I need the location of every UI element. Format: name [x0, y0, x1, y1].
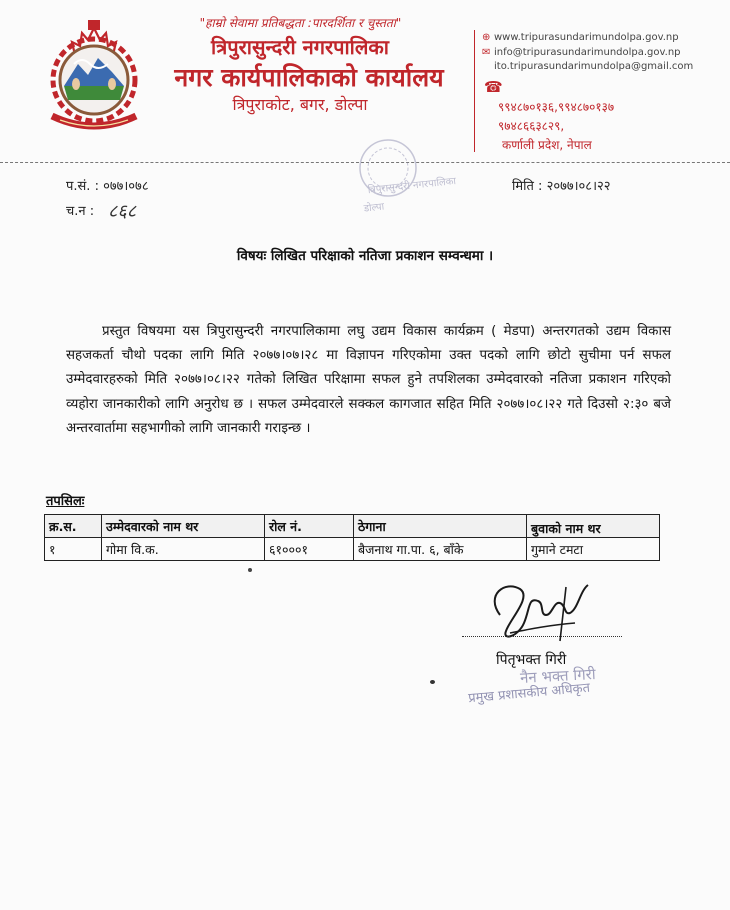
date-label: मिति : — [512, 179, 543, 194]
globe-icon: ⊕ — [482, 32, 491, 43]
phone-numbers-2: ९७४८६६३८२९, — [498, 119, 565, 133]
email-link-info[interactable]: info@tripurasundarimundolpa.gov.np — [494, 47, 681, 58]
province-label: कर्णाली प्रदेश, नेपाल — [502, 138, 592, 152]
dispatch-label: च.न : — [66, 204, 95, 219]
office-name: नगर कार्यपालिकाको कार्यालय — [174, 63, 444, 92]
website-line — [482, 32, 679, 43]
office-address: त्रिपुराकोट, बगर, डोल्पा — [232, 95, 368, 114]
seal-title: प्रमुख प्रशासकीय अधिकृत — [467, 680, 591, 707]
body-text: प्रस्तुत विषयमा यस त्रिपुरासुन्दरी नगरपालिकामा लघु उद्यम विकास कार्यक्रम ( मेडपा) अन्तरगतको उद्यम विकास सहजकर्ता चौथो पदका लागि मिति २०७७।०७।२८ मा विज्ञापन गरिएकोमा उक्त पदको लागि छोटो सुचीमा पर्न सफल उम्मेदवारहरुको मिति २०७७।०८।२२ गतेको लिखित परिक्षामा सफल हुने तपशिलका उम्मेदवारको नतिजा प्रकाशन गरिएको व्यहोरा जानकारीको लागि अनुरोध छ । सफल उम्मेदवारले सक्कल कागजात सहित मिति २०७७।०८।२२ गते दिउसो २:३० बजे अन्तरवार्तामा सहभागीको लागि जानकारी गराइन्छ । — [66, 324, 671, 436]
signature-line — [462, 636, 622, 637]
results-table — [44, 514, 660, 561]
table-title: तपसिलः — [46, 494, 85, 509]
reference-number — [66, 176, 149, 194]
stamp-text-1: त्रिपुरासुन्दरी नगरपालिका — [367, 176, 457, 197]
ink-speck — [248, 568, 252, 572]
signer-name: पितृभक्त गिरी — [496, 652, 567, 668]
signature — [480, 575, 595, 645]
header-cell: ठेगाना — [354, 515, 527, 538]
header-divider — [474, 30, 475, 152]
header-slogan: "हाम्रो सेवामा प्रतिबद्धता :पारदर्शिता र चुस्तता" — [199, 16, 402, 30]
header-cell: बुवाको नाम थर — [527, 515, 660, 538]
table-cell: ६१०००१ — [265, 538, 354, 561]
table-cell: १ — [45, 538, 102, 561]
table-row — [45, 538, 660, 561]
header-cell: रोल नं. — [265, 515, 354, 538]
table-cell: बैजनाथ गा.पा. ६, बाँके — [354, 538, 527, 561]
mail-icon: ✉ — [482, 47, 491, 58]
email-line — [482, 47, 681, 58]
letter-body — [66, 320, 671, 441]
website-link[interactable]: www.tripurasundarimundolpa.gov.np — [494, 32, 679, 43]
table-header-row — [45, 515, 660, 538]
ink-speck — [430, 680, 435, 684]
letter-subject: विषयः लिखित परिक्षाको नतिजा प्रकाशन सम्वन्धमा । — [236, 248, 494, 264]
phone-numbers-1: ९९४८७०१३६,९९४८७०१३७ — [498, 100, 615, 114]
stamp-text-2: डोल्पा — [363, 201, 385, 215]
dispatch-number: ८६८ — [108, 201, 137, 222]
header-cell: उम्मेदवारको नाम थर — [102, 515, 265, 538]
letter-date — [512, 176, 611, 194]
municipality-name: त्रिपुरासुन्दरी नगरपालिका — [211, 35, 389, 59]
office-stamp — [330, 130, 457, 230]
ps-label: प.सं. : — [66, 179, 99, 194]
header-cell: क्र.स. — [45, 515, 102, 538]
ps-value: ०७७।०७८ — [103, 179, 149, 194]
nepal-emblem-logo — [38, 20, 150, 138]
table-cell: गुमाने टमटा — [527, 538, 660, 561]
table-cell: गोमा वि.क. — [102, 538, 265, 561]
email-link-ito[interactable]: ito.tripurasundarimundolpa@gmail.com — [494, 61, 694, 72]
phone-icon: ☎ — [484, 78, 503, 96]
seal-name: नैन भक्त गिरी — [519, 665, 597, 687]
date-value: २०७७।०८।२२ — [546, 179, 611, 194]
